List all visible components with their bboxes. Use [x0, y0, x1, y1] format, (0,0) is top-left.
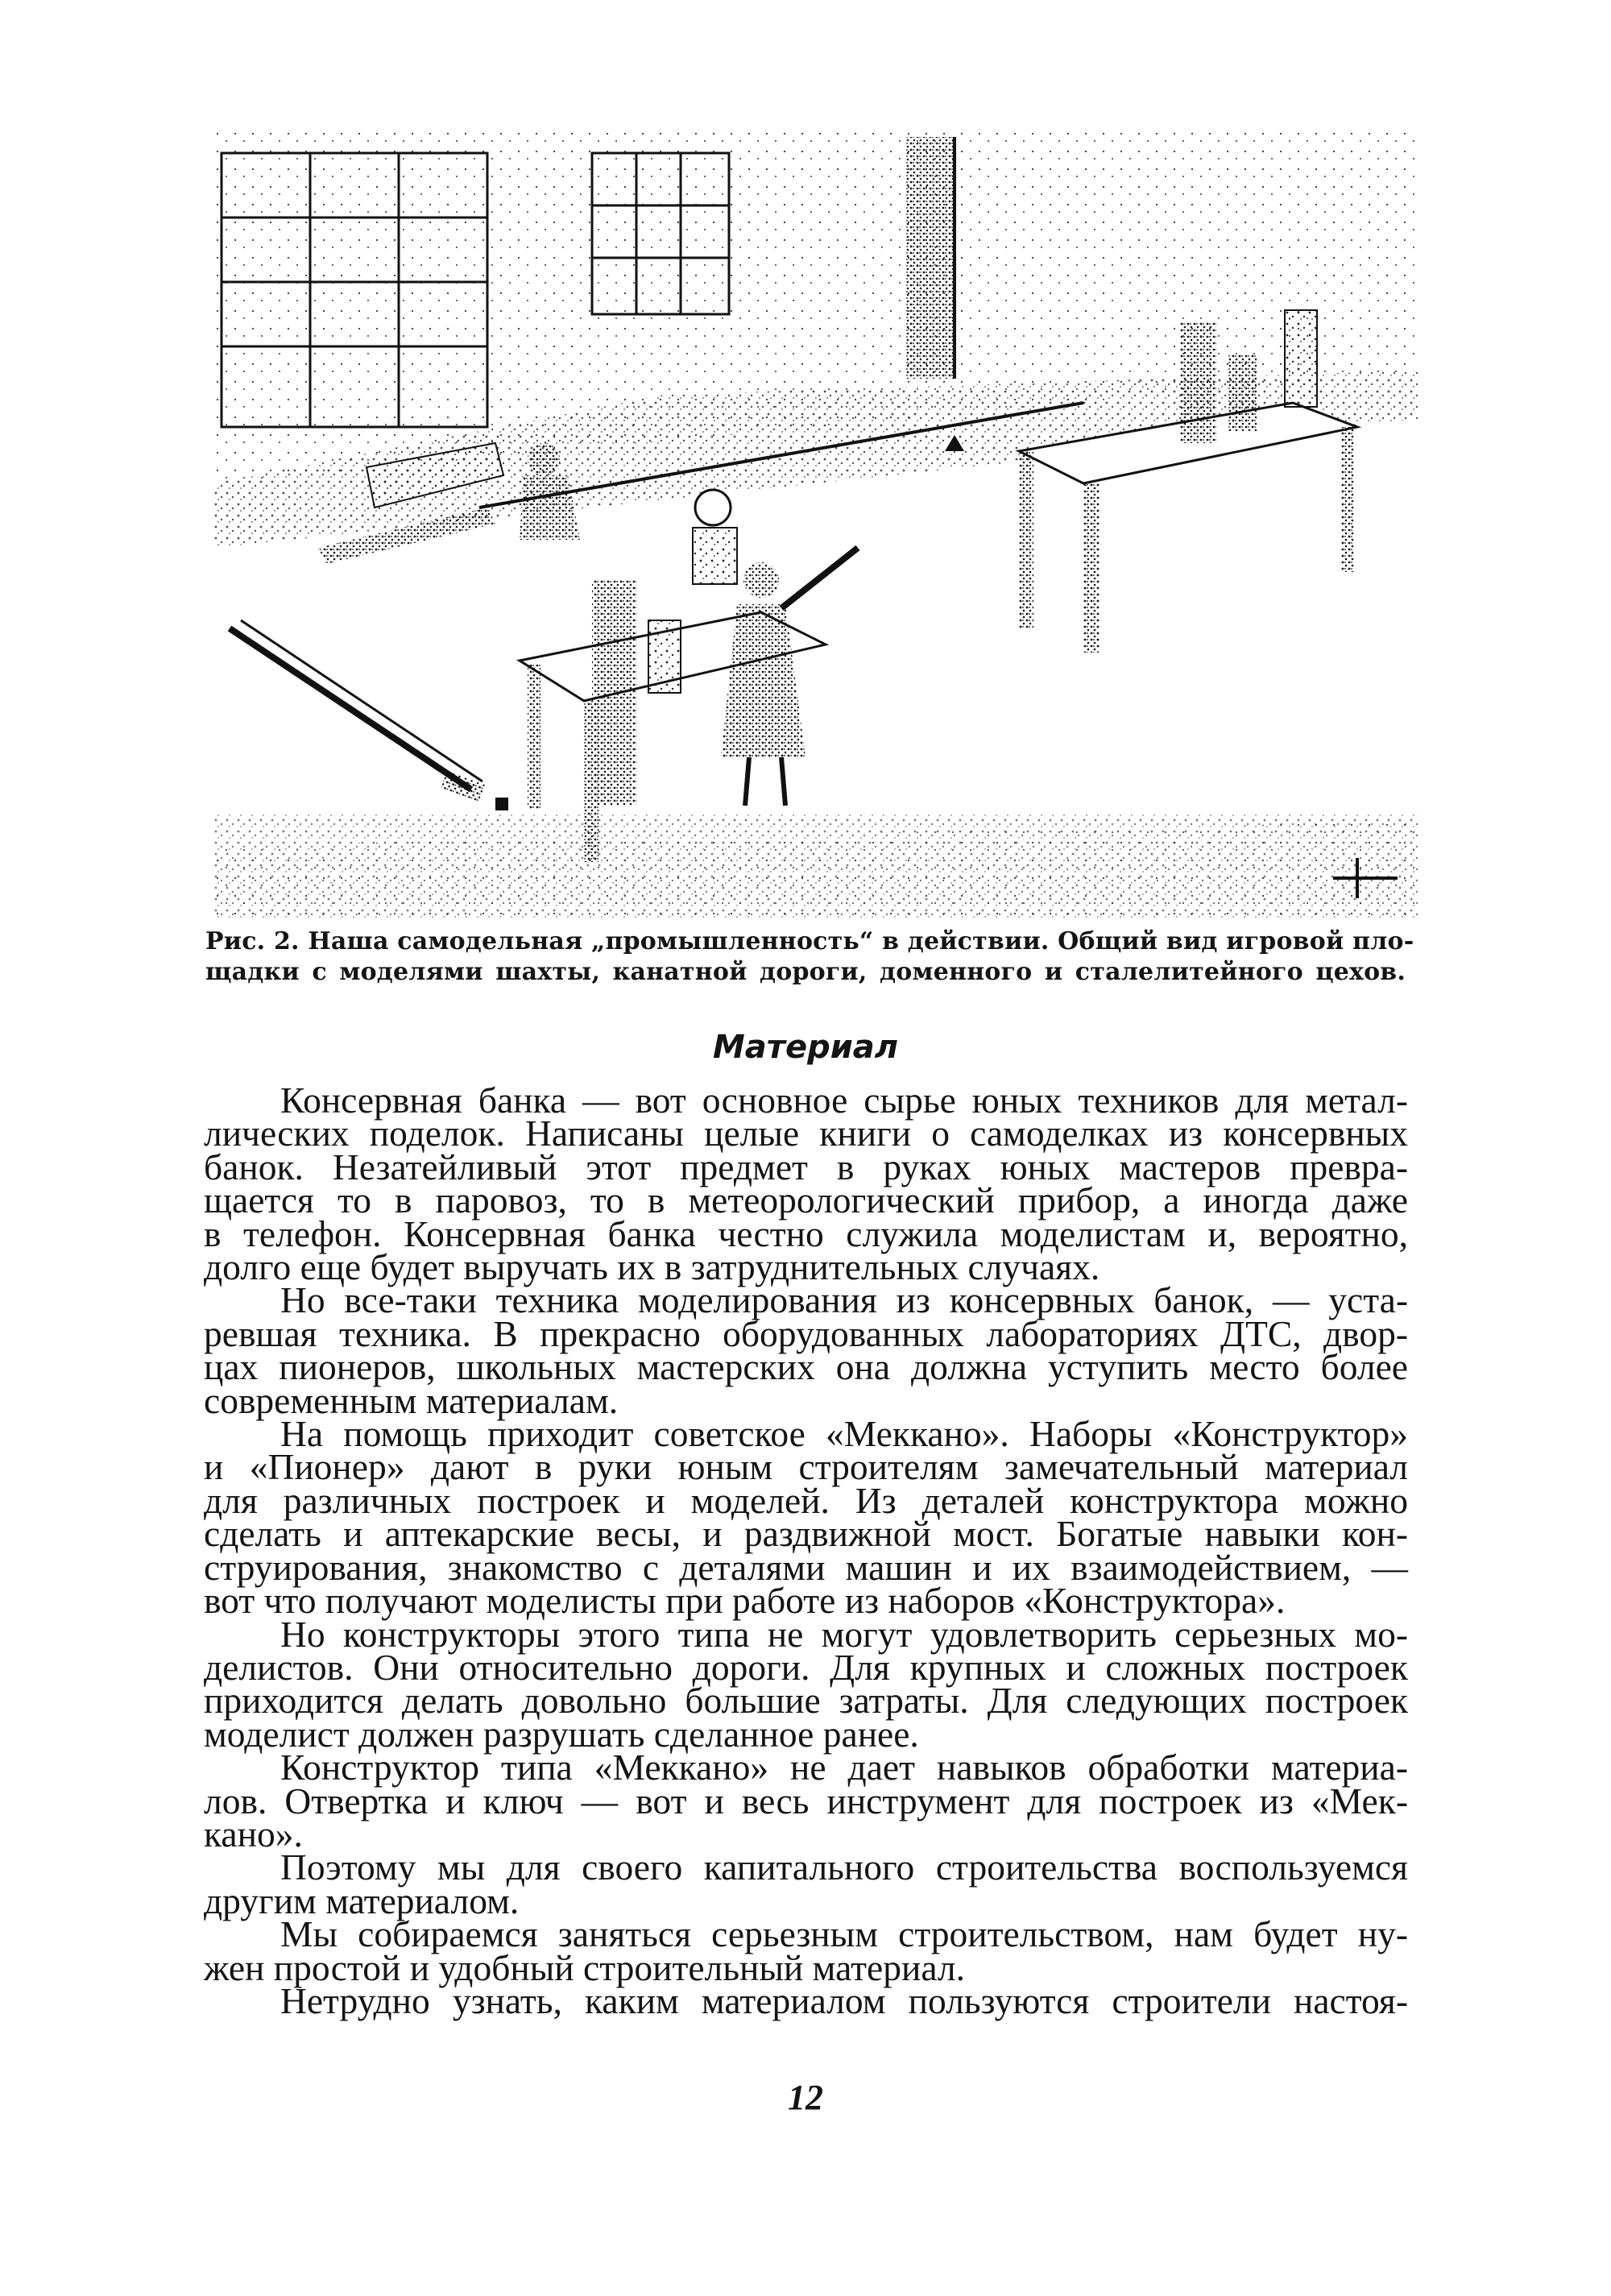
- text-line: Поэтому мы для своего капитального строительства воспользуемся: [280, 1846, 1408, 1888]
- text-line: лов. Отвертка и ключ — вот и весь инструмент для построек из «Мек-: [204, 1780, 1408, 1821]
- figure-illustration: [213, 129, 1418, 918]
- blast-furnace-model: [592, 580, 636, 806]
- caption-line: Рис. 2. Наша самодельная „промышленность“ в действии. Общий вид игровой пло-: [205, 927, 1414, 955]
- text-line: щается то в паровоз, то в метеорологический прибор, а иногда даже: [204, 1179, 1408, 1221]
- text-line: Конструктор типа «Меккано» не дает навыков обработки материа-: [280, 1747, 1408, 1788]
- text-line: Но конструкторы этого типа не могут удовлетворить серьезных мо-: [280, 1613, 1408, 1655]
- text-line: в телефон. Консервная банка честно служила моделистам и, вероятно,: [204, 1212, 1408, 1254]
- text-line: долго еще будет выручать их в затруднительных случаях.: [204, 1246, 1100, 1288]
- text-line: приходится делать довольно большие затраты. Для следующих построек: [204, 1680, 1408, 1722]
- text-line: струирования, знакомство с деталями машин и их взаимодействием, —: [204, 1546, 1408, 1588]
- text-line: Консервная банка — вот основное сырье юных техников для метал-: [280, 1080, 1408, 1121]
- text-line: современным материалам.: [204, 1379, 619, 1421]
- figure-caption: [205, 926, 1414, 988]
- text-line: Но все-таки техника моделирования из консервных банок, — уста-: [280, 1279, 1408, 1321]
- caption-line: щадки с моделями шахты, канатной дороги, доменного и сталелитейного цехов.: [205, 958, 1406, 986]
- section-heading: Материал: [712, 1029, 899, 1066]
- text-line: другим материалом.: [204, 1879, 520, 1921]
- text-line: моделист должен разрушать сделанное ранее.: [204, 1713, 919, 1755]
- text-line: ревшая техника. В прекрасно оборудованных лабораториях ДТС, двор-: [204, 1312, 1408, 1354]
- text-line: делистов. Они относительно дороги. Для крупных и сложных построек: [204, 1646, 1408, 1688]
- text-line: жен простой и удобный строительный материал.: [204, 1946, 966, 1988]
- playground-illustration: [213, 129, 1418, 918]
- text-line: кано».: [204, 1813, 303, 1855]
- doorway: [906, 137, 955, 379]
- text-line: Мы собираемся заняться серьезным строительством, нам будет ну-: [280, 1913, 1408, 1955]
- text-line: Нетрудно узнать, каким материалом пользуются строители настоя-: [280, 1979, 1408, 2021]
- text-line: сделать и аптекарские весы, и раздвижной мост. Богатые навыки кон-: [204, 1513, 1408, 1555]
- text-line: вот что получают моделисты при работе из наборов «Конструктора».: [204, 1580, 1286, 1622]
- page-number: 12: [788, 2078, 823, 2117]
- text-line: банок. Незатейливый этот предмет в руках юных мастеров превра-: [204, 1146, 1408, 1187]
- text-line: для различных построек и моделей. Из деталей конструктора можно: [204, 1479, 1408, 1521]
- body-text: [204, 1080, 1408, 2021]
- text-line: На помощь приходит советское «Меккано». Наборы «Конструктор»: [280, 1413, 1408, 1455]
- text-line: лических поделок. Написаны целые книги о самоделках из консервных: [204, 1113, 1408, 1154]
- text-line: цах пионеров, школьных мастерских она должна уступить место более: [204, 1346, 1408, 1388]
- text-line: и «Пионер» дают в руки юным строителям замечательный материал: [204, 1446, 1408, 1488]
- figure-boy: [693, 490, 737, 584]
